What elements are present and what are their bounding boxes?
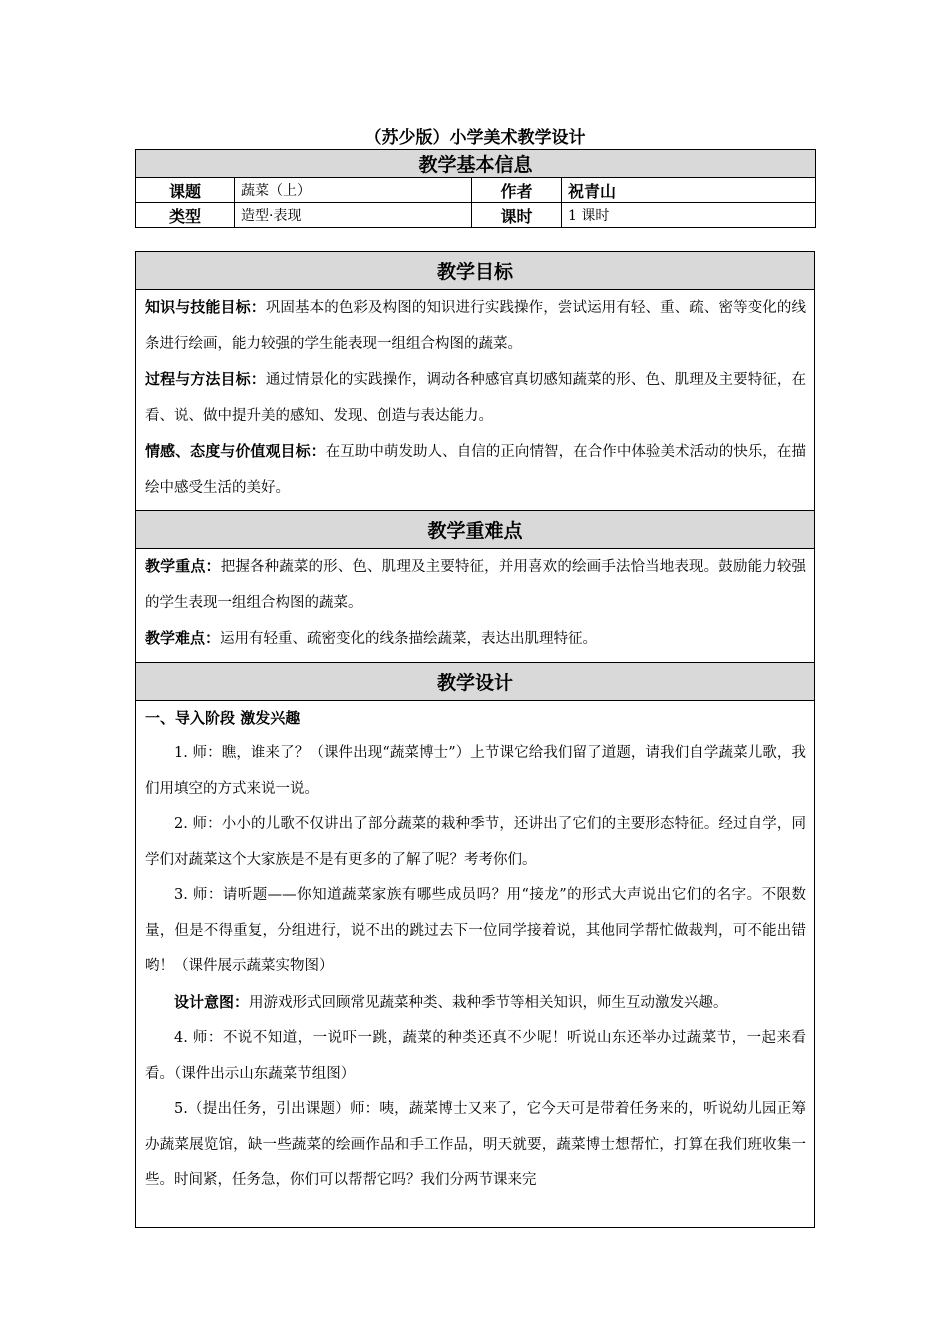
- teaching-difficulty: [145, 621, 806, 658]
- design-paragraph-5: 5.（提出任务，引出课题）师：咦，蔬菜博士又来了，它今天可是带着任务来的，听说幼儿园正筹办蔬菜展览馆，缺一些蔬菜的绘画作品和手工作品，明天就要，蔬菜博士想帮忙，打算在我们班收集一些。时间紧，任务急，你们可以帮帮它吗？我们分两节课来完: [145, 1101, 806, 1188]
- lesson-plan-table: [135, 251, 815, 1228]
- process-objective: [145, 362, 806, 434]
- key-points-header: 教学重难点: [136, 511, 815, 549]
- teaching-focus: [145, 549, 806, 621]
- design-paragraph-3: 3. 师：请听题——你知道蔬菜家族有哪些成员吗？用“接龙”的形式大声说出它们的名字。不限数量，但是不得重复，分组进行，说不出的跳过去下一位同学接着说，其他同学帮忙做裁判，可不能出错哟！（课件展示蔬菜实物图）: [145, 887, 806, 974]
- basic-info-header: 教学基本信息: [136, 150, 816, 178]
- period-value: 1 课时: [562, 203, 816, 228]
- knowledge-text: 巩固基本的色彩及构图的知识进行实践操作，尝试运用有轻、重、疏、密等变化的线条进行绘画，能力较强的学生能表现一组组合构图的蔬菜。: [145, 300, 806, 352]
- type-label: 类型: [136, 203, 235, 228]
- stage1-title: 一、导入阶段 激发兴趣: [145, 708, 301, 727]
- intent-label: 设计意图：: [174, 992, 250, 1011]
- process-label: 过程与方法目标：: [145, 370, 266, 388]
- difficulty-label: 教学难点：: [145, 629, 221, 647]
- objectives-header: 教学目标: [136, 252, 815, 290]
- document-title: （苏少版）小学美术教学设计: [364, 128, 586, 148]
- focus-label: 教学重点：: [145, 557, 221, 575]
- course-value: 蔬菜（上）: [235, 178, 472, 203]
- basic-info-table: [135, 149, 816, 228]
- design-paragraph-1: 1. 师：瞧，谁来了？（课件出现“蔬菜博士”）上节课它给我们留了道题，请我们自学蔬菜儿歌，我们用填空的方式来说一说。: [145, 745, 806, 797]
- type-value: 造型·表现: [235, 203, 472, 228]
- emotion-objective: [145, 434, 806, 506]
- intent-text: 用游戏形式回顾常见蔬菜种类、栽种季节等相关知识，师生互动激发兴趣。: [249, 994, 728, 1011]
- author-value: 祝青山: [562, 178, 816, 203]
- course-label: 课题: [136, 178, 235, 203]
- key-points-body: [136, 549, 815, 663]
- design-intent: [145, 985, 806, 1022]
- author-label: 作者: [472, 178, 562, 203]
- design-body: [136, 700, 815, 1227]
- knowledge-objective: [145, 290, 806, 362]
- process-text: 通过情景化的实践操作，调动各种感官真切感知蔬菜的形、色、肌理及主要特征，在看、说、做中提升美的感知、发现、创造与表达能力。: [145, 372, 806, 424]
- design-paragraph-4: 4. 师：不说不知道，一说吓一跳，蔬菜的种类还真不少呢！听说山东还举办过蔬菜节，一起来看看。（课件出示山东蔬菜节组图）: [145, 1030, 806, 1082]
- design-paragraph-2: 2. 师：小小的儿歌不仅讲出了部分蔬菜的栽种季节，还讲出了它们的主要形态特征。经过自学，同学们对蔬菜这个大家族是不是有更多的了解了呢？考考你们。: [145, 816, 806, 868]
- emotion-text: 在互助中萌发助人、自信的正向情智，在合作中体验美术活动的快乐，在描绘中感受生活的美好。: [145, 444, 806, 496]
- focus-text: 把握各种蔬菜的形、色、肌理及主要特征，并用喜欢的绘画手法恰当地表现。鼓励能力较强的学生表现一组组合构图的蔬菜。: [145, 559, 806, 611]
- objectives-body: [136, 290, 815, 511]
- difficulty-text: 运用有轻重、疏密变化的线条描绘蔬菜，表达出肌理特征。: [220, 631, 598, 647]
- emotion-label: 情感、态度与价值观目标：: [145, 442, 326, 460]
- design-header: 教学设计: [136, 662, 815, 700]
- period-label: 课时: [472, 203, 562, 228]
- knowledge-label: 知识与技能目标：: [145, 298, 266, 316]
